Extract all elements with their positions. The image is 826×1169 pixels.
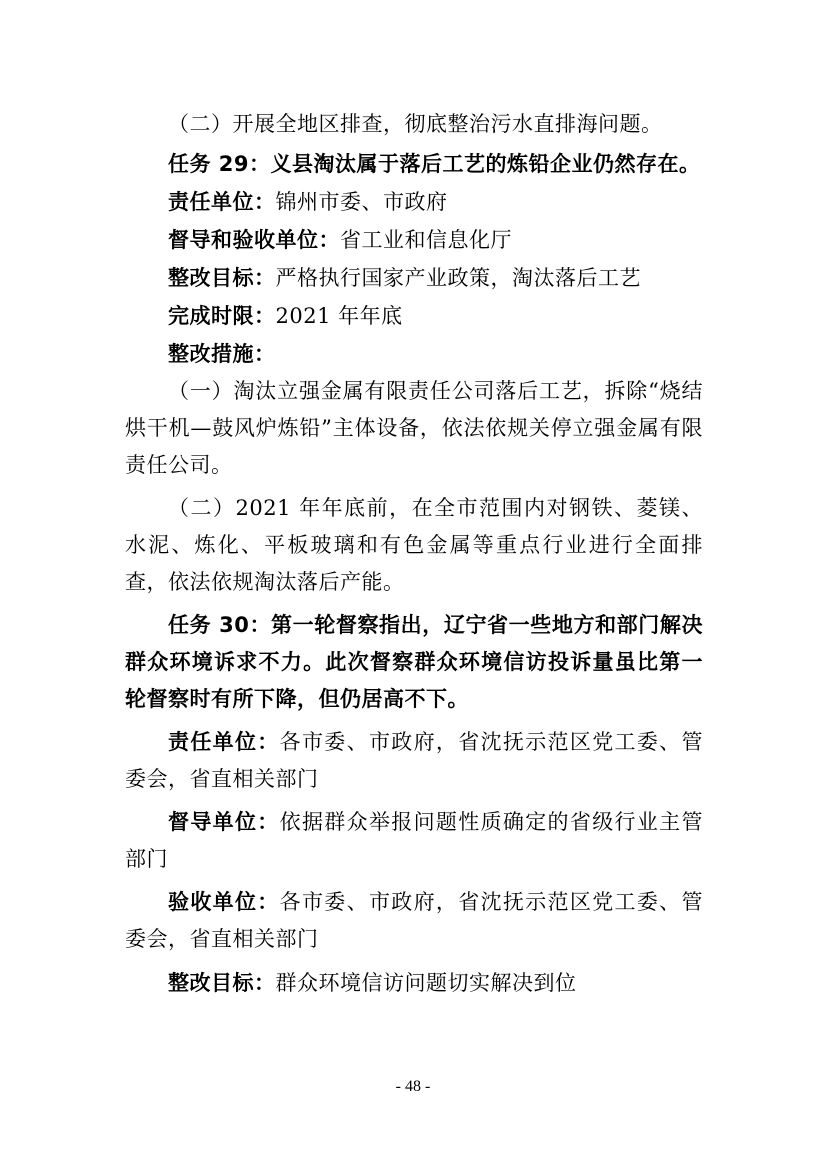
paragraph: （一）淘汰立强金属有限责任公司落后工艺，拆除“烧结烘干机—鼓风炉炼铅”主体设备，依法依规关停立强金属有限责任公司。 [125, 379, 703, 477]
field-line [125, 221, 703, 259]
page-number: - 48 - [395, 1078, 431, 1095]
field-line [125, 804, 703, 878]
field-value: 锦州市委、市政府 [275, 190, 448, 214]
field-label: 督导和验收单位： [168, 228, 340, 252]
field-label: 责任单位： [168, 190, 276, 214]
field-line [125, 183, 703, 221]
document-body [125, 105, 703, 1002]
task-heading: 任务 29：义县淘汰属于落后工艺的炼铅企业仍然存在。 [168, 152, 701, 176]
field-label: 整改目标： [168, 971, 276, 995]
field-line [125, 259, 703, 297]
paragraph: （二）开展全地区排查，彻底整治污水直排海问题。 [168, 112, 663, 136]
field-line [125, 964, 703, 1002]
field-value: 2021 年年底 [275, 304, 403, 328]
field-line [125, 297, 703, 335]
field-label: 整改措施： [168, 342, 276, 366]
field-value: 各市委、市政府，省沈抚示范区党工委、管委会，省直相关部门 [125, 890, 704, 951]
task-heading: 任务 30：第一轮督察指出，辽宁省一些地方和部门解决群众环境诉求不力。此次督察群众环境信访投诉量虽比第一轮督察时有所下降，但仍居高不下。 [125, 613, 703, 711]
field-label: 完成时限： [168, 304, 276, 328]
field-label: 责任单位： [168, 730, 280, 754]
field-value: 各市委、市政府，省沈抚示范区党工委、管委会，省直相关部门 [125, 730, 704, 791]
field-label: 验收单位： [168, 890, 280, 914]
paragraph: （二）2021 年年底前，在全市范围内对钢铁、菱镁、水泥、炼化、平板玻璃和有色金属等重点行业进行全面排查，依法依规淘汰落后产能。 [125, 496, 703, 594]
field-line [125, 884, 703, 958]
field-value: 严格执行国家产业政策，淘汰落后工艺 [275, 266, 641, 290]
field-line [125, 335, 703, 373]
field-value: 依据群众举报问题性质确定的省级行业主管部门 [125, 810, 704, 871]
field-value: 省工业和信息化厅 [340, 228, 512, 252]
field-line [125, 724, 703, 798]
field-value: 群众环境信访问题切实解决到位 [275, 971, 577, 995]
field-label: 整改目标： [168, 266, 276, 290]
field-label: 督导单位： [168, 810, 280, 834]
